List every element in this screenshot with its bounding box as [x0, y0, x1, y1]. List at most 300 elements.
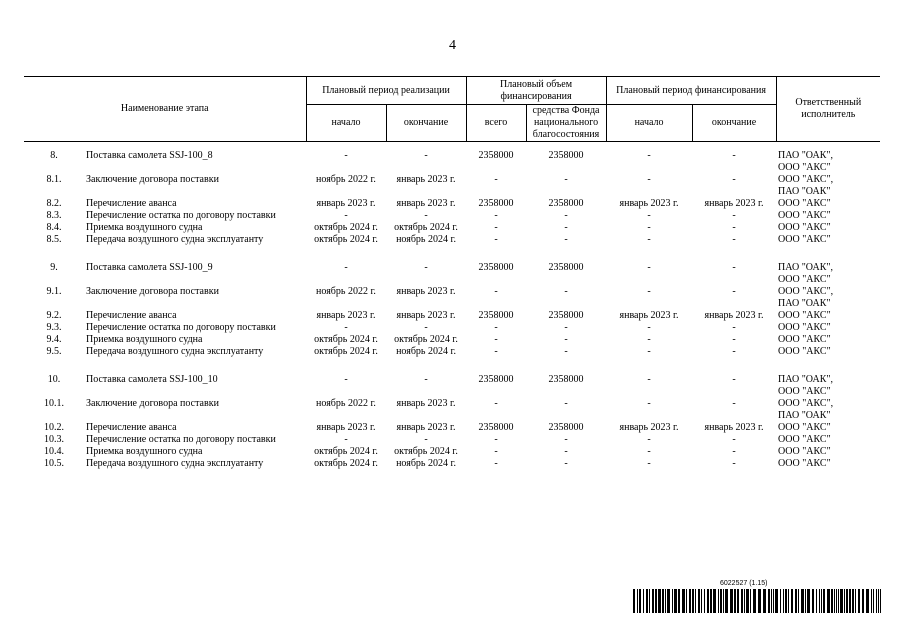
- stage-number: 10.2.: [44, 422, 64, 433]
- barcode-bar: [858, 589, 860, 613]
- stage-name: Перечисление аванса: [86, 422, 177, 433]
- spacer-cell: [24, 142, 880, 151]
- barcode-bar: [791, 589, 793, 613]
- barcode-bar: [836, 589, 837, 613]
- stage-name: Перечисление остатка по договору поставки: [86, 210, 276, 221]
- fin-end: -: [732, 346, 736, 357]
- barcode-bar: [655, 589, 657, 613]
- barcode-bar: [750, 589, 751, 613]
- volume-fund: -: [564, 346, 568, 357]
- responsible: [776, 422, 880, 434]
- volume-total: 2358000: [478, 310, 514, 321]
- fin-start: -: [647, 262, 651, 273]
- responsible: [776, 334, 880, 346]
- stage-name: Заключение договора поставки: [86, 286, 219, 297]
- spacer-row: [24, 358, 880, 374]
- volume-total: -: [494, 458, 498, 469]
- barcode-bar: [692, 589, 694, 613]
- impl-end: -: [424, 210, 428, 221]
- barcode-bar: [855, 589, 856, 613]
- volume-total: -: [494, 322, 498, 333]
- table-row: [24, 398, 880, 422]
- impl-start: ноябрь 2022 г.: [316, 174, 376, 185]
- fin-end: -: [732, 234, 736, 245]
- stage-number: 10.5.: [44, 458, 64, 469]
- volume-fund: -: [564, 286, 568, 297]
- barcode-bar: [730, 589, 733, 613]
- responsible: [776, 398, 880, 422]
- volume-fund: -: [564, 210, 568, 221]
- impl-end: январь 2023 г.: [396, 198, 456, 209]
- barcode-bar: [849, 589, 851, 613]
- header-end: окончание: [386, 105, 466, 142]
- header-total: всего: [466, 105, 526, 142]
- barcode-bar: [846, 589, 848, 613]
- stage-name: Приемка воздушного судна: [86, 334, 203, 345]
- header-stage-name: Наименование этапа: [24, 77, 306, 142]
- responsible-line: ПАО "ОАК": [778, 410, 831, 421]
- table-row: [24, 174, 880, 198]
- barcode-bar: [783, 589, 784, 613]
- barcode-image: [633, 589, 883, 613]
- barcode-bar: [646, 589, 648, 613]
- fin-start: -: [647, 434, 651, 445]
- plan-table: [24, 76, 880, 470]
- stage-number: 10.: [47, 374, 61, 385]
- fin-end: январь 2023 г.: [704, 198, 764, 209]
- fin-start: январь 2023 г.: [619, 310, 679, 321]
- barcode-bar: [801, 589, 804, 613]
- impl-end: январь 2023 г.: [396, 310, 456, 321]
- table-row: [24, 198, 880, 210]
- barcode-bar: [758, 589, 761, 613]
- table-row: [24, 210, 880, 222]
- volume-fund: 2358000: [548, 198, 584, 209]
- impl-start: -: [344, 322, 348, 333]
- barcode-bar: [840, 589, 843, 613]
- barcode-bar: [821, 589, 822, 613]
- plan-body: [24, 142, 880, 471]
- table-row: [24, 434, 880, 446]
- barcode-bar: [701, 589, 702, 613]
- barcode-bar: [844, 589, 845, 613]
- spacer-cell: [24, 358, 880, 374]
- barcode-bar: [674, 589, 677, 613]
- table-row: [24, 150, 880, 174]
- barcode-bar: [682, 589, 685, 613]
- responsible-line: ООО "АКС": [778, 198, 831, 209]
- responsible-line: ООО "АКС": [778, 434, 831, 445]
- stage-name: Перечисление остатка по договору поставки: [86, 434, 276, 445]
- volume-total: 2358000: [478, 262, 514, 273]
- impl-start: октябрь 2024 г.: [314, 334, 378, 345]
- stage-number: 10.1.: [44, 398, 64, 409]
- stage-number: 9.4.: [46, 334, 62, 345]
- volume-fund: -: [564, 322, 568, 333]
- fin-end: -: [732, 222, 736, 233]
- table-row: [24, 322, 880, 334]
- barcode-bar: [798, 589, 799, 613]
- table-row: [24, 446, 880, 458]
- fin-end: -: [732, 458, 736, 469]
- barcode-bar: [665, 589, 666, 613]
- volume-fund: -: [564, 334, 568, 345]
- barcode-bar: [746, 589, 749, 613]
- impl-end: -: [424, 322, 428, 333]
- volume-fund: -: [564, 234, 568, 245]
- responsible-line: ООО "АКС": [778, 458, 831, 469]
- stage-number: 9.2.: [46, 310, 62, 321]
- barcode-bar: [713, 589, 716, 613]
- stage-name: Приемка воздушного судна: [86, 222, 203, 233]
- impl-end: январь 2023 г.: [396, 286, 456, 297]
- fin-start: -: [647, 322, 651, 333]
- barcode-bar: [662, 589, 664, 613]
- fin-start: -: [647, 334, 651, 345]
- barcode-bar: [698, 589, 700, 613]
- fin-start: -: [647, 286, 651, 297]
- fin-end: -: [732, 446, 736, 457]
- volume-total: -: [494, 174, 498, 185]
- fin-start: -: [647, 374, 651, 385]
- stage-number: 9.3.: [46, 322, 62, 333]
- header-fin-end: окончание: [692, 105, 776, 142]
- barcode-bar: [734, 589, 736, 613]
- fin-end: -: [732, 334, 736, 345]
- table-row: [24, 458, 880, 470]
- volume-total: -: [494, 210, 498, 221]
- stage-number: 8.1.: [46, 174, 62, 185]
- stage-name: Перечисление остатка по договору поставки: [86, 322, 276, 333]
- table-row: [24, 310, 880, 322]
- barcode-bar: [649, 589, 650, 613]
- stage-name: Заключение договора поставки: [86, 174, 219, 185]
- volume-total: 2358000: [478, 422, 514, 433]
- responsible-line: ООО "АКС": [778, 210, 831, 221]
- barcode-bar: [658, 589, 661, 613]
- impl-end: январь 2023 г.: [396, 174, 456, 185]
- responsible: [776, 434, 880, 446]
- barcode-bar: [775, 589, 778, 613]
- impl-start: январь 2023 г.: [316, 310, 376, 321]
- barcode-bar: [816, 589, 817, 613]
- fin-end: -: [732, 434, 736, 445]
- volume-total: -: [494, 286, 498, 297]
- stage-number: 10.3.: [44, 434, 64, 445]
- stage-number: 8.3.: [46, 210, 62, 221]
- volume-total: -: [494, 346, 498, 357]
- stage-name: Приемка воздушного судна: [86, 446, 203, 457]
- responsible: [776, 198, 880, 210]
- spacer-row: [24, 142, 880, 151]
- volume-total: -: [494, 434, 498, 445]
- barcode-bar: [834, 589, 835, 613]
- stage-name: Перечисление аванса: [86, 310, 177, 321]
- barcode-bar: [876, 589, 877, 613]
- stage-number: 9.: [50, 262, 58, 273]
- volume-fund: -: [564, 222, 568, 233]
- responsible-line: ООО "АКС",: [778, 286, 834, 297]
- barcode-bar: [819, 589, 820, 613]
- barcode-bar: [827, 589, 830, 613]
- fin-end: -: [732, 286, 736, 297]
- responsible-line: ООО "АКС": [778, 346, 831, 357]
- fin-start: -: [647, 446, 651, 457]
- stage-name: Заключение договора поставки: [86, 398, 219, 409]
- responsible: [776, 222, 880, 234]
- impl-end: октябрь 2024 г.: [394, 446, 458, 457]
- impl-start: -: [344, 210, 348, 221]
- table-row: [24, 422, 880, 434]
- impl-start: октябрь 2024 г.: [314, 222, 378, 233]
- impl-start: январь 2023 г.: [316, 198, 376, 209]
- barcode-bar: [707, 589, 709, 613]
- volume-fund: 2358000: [548, 262, 584, 273]
- spacer-cell: [24, 246, 880, 262]
- responsible: [776, 174, 880, 198]
- responsible-line: ООО "АКС": [778, 222, 831, 233]
- volume-fund: -: [564, 434, 568, 445]
- fin-end: -: [732, 398, 736, 409]
- barcode-bar: [695, 589, 696, 613]
- impl-end: январь 2023 г.: [396, 422, 456, 433]
- barcode-bar: [637, 589, 638, 613]
- responsible-line: ООО "АКС": [778, 274, 831, 285]
- volume-total: -: [494, 334, 498, 345]
- header-start: начало: [306, 105, 386, 142]
- barcode-bar: [744, 589, 745, 613]
- impl-end: ноябрь 2024 г.: [396, 234, 456, 245]
- responsible-line: ООО "АКС": [778, 334, 831, 345]
- barcode-bar: [686, 589, 687, 613]
- volume-total: -: [494, 222, 498, 233]
- table-row: [24, 222, 880, 234]
- header-fund: средства Фонда национального благосостояния: [526, 105, 606, 142]
- barcode-bar: [678, 589, 680, 613]
- fin-end: -: [732, 262, 736, 273]
- header-impl-period: Плановый период реализации: [306, 77, 466, 105]
- barcode-bar: [871, 589, 872, 613]
- responsible-line: ООО "АКС": [778, 162, 831, 173]
- impl-end: октябрь 2024 г.: [394, 222, 458, 233]
- barcode-bar: [720, 589, 722, 613]
- barcode-bar: [633, 589, 635, 613]
- barcode-bar: [812, 589, 814, 613]
- impl-start: -: [344, 374, 348, 385]
- volume-total: 2358000: [478, 374, 514, 385]
- volume-fund: 2358000: [548, 310, 584, 321]
- stage-name: Передача воздушного судна эксплуатанту: [86, 234, 264, 245]
- barcode-bar: [838, 589, 839, 613]
- impl-start: -: [344, 150, 348, 161]
- volume-fund: 2358000: [548, 422, 584, 433]
- responsible: [776, 234, 880, 246]
- responsible: [776, 322, 880, 334]
- impl-end: ноябрь 2024 г.: [396, 458, 456, 469]
- fin-end: -: [732, 374, 736, 385]
- responsible-line: ООО "АКС": [778, 446, 831, 457]
- responsible-line: ООО "АКС",: [778, 398, 834, 409]
- responsible-line: ООО "АКС": [778, 422, 831, 433]
- stage-name: Поставка самолета SSJ-100_8: [86, 150, 213, 161]
- volume-fund: -: [564, 446, 568, 457]
- fin-end: -: [732, 322, 736, 333]
- volume-fund: -: [564, 174, 568, 185]
- barcode-bar: [643, 589, 644, 613]
- impl-end: октябрь 2024 г.: [394, 334, 458, 345]
- responsible: [776, 210, 880, 222]
- responsible: [776, 262, 880, 286]
- stage-number: 8.4.: [46, 222, 62, 233]
- volume-total: -: [494, 234, 498, 245]
- impl-start: октябрь 2024 г.: [314, 346, 378, 357]
- impl-end: -: [424, 434, 428, 445]
- barcode-bar: [807, 589, 810, 613]
- responsible: [776, 346, 880, 358]
- volume-total: 2358000: [478, 198, 514, 209]
- barcode-bar: [723, 589, 724, 613]
- impl-start: ноябрь 2022 г.: [316, 286, 376, 297]
- responsible: [776, 446, 880, 458]
- stage-number: 8.5.: [46, 234, 62, 245]
- responsible-line: ПАО "ОАК": [778, 186, 831, 197]
- stage-name: Поставка самолета SSJ-100_10: [86, 374, 218, 385]
- barcode-bar: [718, 589, 719, 613]
- table-row: [24, 346, 880, 358]
- stage-name: Поставка самолета SSJ-100_9: [86, 262, 213, 273]
- barcode-bar: [862, 589, 864, 613]
- stage-number: 8.: [50, 150, 58, 161]
- barcode-bar: [725, 589, 728, 613]
- responsible-line: ООО "АКС": [778, 322, 831, 333]
- fin-start: -: [647, 458, 651, 469]
- barcode-bar: [788, 589, 789, 613]
- header-fin-period: Плановый период финансирования: [606, 77, 776, 105]
- barcode-bar: [805, 589, 806, 613]
- page-number: 4: [449, 38, 456, 53]
- volume-total: 2358000: [478, 150, 514, 161]
- fin-start: -: [647, 174, 651, 185]
- barcode-bar: [667, 589, 670, 613]
- fin-start: -: [647, 398, 651, 409]
- responsible-line: ПАО "ОАК",: [778, 374, 833, 385]
- barcode-bar: [785, 589, 787, 613]
- responsible: [776, 310, 880, 322]
- responsible: [776, 150, 880, 174]
- responsible: [776, 286, 880, 310]
- barcode-bar: [795, 589, 797, 613]
- fin-start: -: [647, 210, 651, 221]
- barcode-number: 6022527 (1.15): [720, 580, 768, 587]
- barcode-bar: [652, 589, 654, 613]
- volume-total: -: [494, 446, 498, 457]
- impl-end: январь 2023 г.: [396, 398, 456, 409]
- barcode-bar: [737, 589, 739, 613]
- impl-start: -: [344, 434, 348, 445]
- barcode-bar: [763, 589, 766, 613]
- barcode-bar: [873, 589, 874, 613]
- table-row: [24, 334, 880, 346]
- spacer-row: [24, 246, 880, 262]
- table-row: [24, 262, 880, 286]
- barcode-bar: [852, 589, 854, 613]
- barcode-bar: [768, 589, 770, 613]
- fin-start: январь 2023 г.: [619, 422, 679, 433]
- impl-end: ноябрь 2024 г.: [396, 346, 456, 357]
- fin-end: -: [732, 174, 736, 185]
- stage-number: 10.4.: [44, 446, 64, 457]
- table-row: [24, 286, 880, 310]
- barcode-bar: [741, 589, 743, 613]
- responsible-line: ПАО "ОАК": [778, 298, 831, 309]
- volume-fund: -: [564, 458, 568, 469]
- impl-start: -: [344, 262, 348, 273]
- barcode-bar: [753, 589, 756, 613]
- impl-start: январь 2023 г.: [316, 422, 376, 433]
- header-volume: Плановый объем финансирования: [466, 77, 606, 105]
- impl-end: -: [424, 262, 428, 273]
- impl-end: -: [424, 374, 428, 385]
- responsible-line: ООО "АКС": [778, 386, 831, 397]
- volume-total: -: [494, 398, 498, 409]
- table-row: [24, 374, 880, 398]
- responsible-line: ООО "АКС",: [778, 174, 834, 185]
- impl-end: -: [424, 150, 428, 161]
- stage-name: Передача воздушного судна эксплуатанту: [86, 346, 264, 357]
- barcode-bar: [704, 589, 705, 613]
- stage-name: Перечисление аванса: [86, 198, 177, 209]
- responsible-line: ООО "АКС": [778, 310, 831, 321]
- responsible-line: ПАО "ОАК",: [778, 150, 833, 161]
- header-responsible: Ответственный исполнитель: [776, 77, 880, 142]
- fin-end: -: [732, 150, 736, 161]
- fin-start: январь 2023 г.: [619, 198, 679, 209]
- volume-fund: 2358000: [548, 150, 584, 161]
- barcode-bar: [672, 589, 673, 613]
- responsible-line: ПАО "ОАК",: [778, 262, 833, 273]
- fin-start: -: [647, 234, 651, 245]
- volume-fund: -: [564, 398, 568, 409]
- fin-end: январь 2023 г.: [704, 310, 764, 321]
- barcode-bar: [780, 589, 781, 613]
- barcode-bar: [771, 589, 772, 613]
- volume-fund: 2358000: [548, 374, 584, 385]
- fin-start: -: [647, 150, 651, 161]
- fin-start: -: [647, 346, 651, 357]
- barcode-bar: [773, 589, 774, 613]
- barcode-bar: [880, 589, 881, 613]
- barcode-bar: [823, 589, 825, 613]
- barcode-bar: [831, 589, 833, 613]
- header-fin-start: начало: [606, 105, 692, 142]
- stage-number: 9.5.: [46, 346, 62, 357]
- fin-end: январь 2023 г.: [704, 422, 764, 433]
- impl-start: октябрь 2024 г.: [314, 446, 378, 457]
- barcode-bar: [710, 589, 712, 613]
- responsible: [776, 458, 880, 470]
- barcode-bar: [878, 589, 879, 613]
- responsible-line: ООО "АКС": [778, 234, 831, 245]
- stage-name: Передача воздушного судна эксплуатанту: [86, 458, 264, 469]
- impl-start: октябрь 2024 г.: [314, 458, 378, 469]
- fin-start: -: [647, 222, 651, 233]
- table-row: [24, 234, 880, 246]
- barcode-bar: [866, 589, 869, 613]
- barcode-bar: [689, 589, 691, 613]
- responsible: [776, 374, 880, 398]
- fin-end: -: [732, 210, 736, 221]
- impl-start: ноябрь 2022 г.: [316, 398, 376, 409]
